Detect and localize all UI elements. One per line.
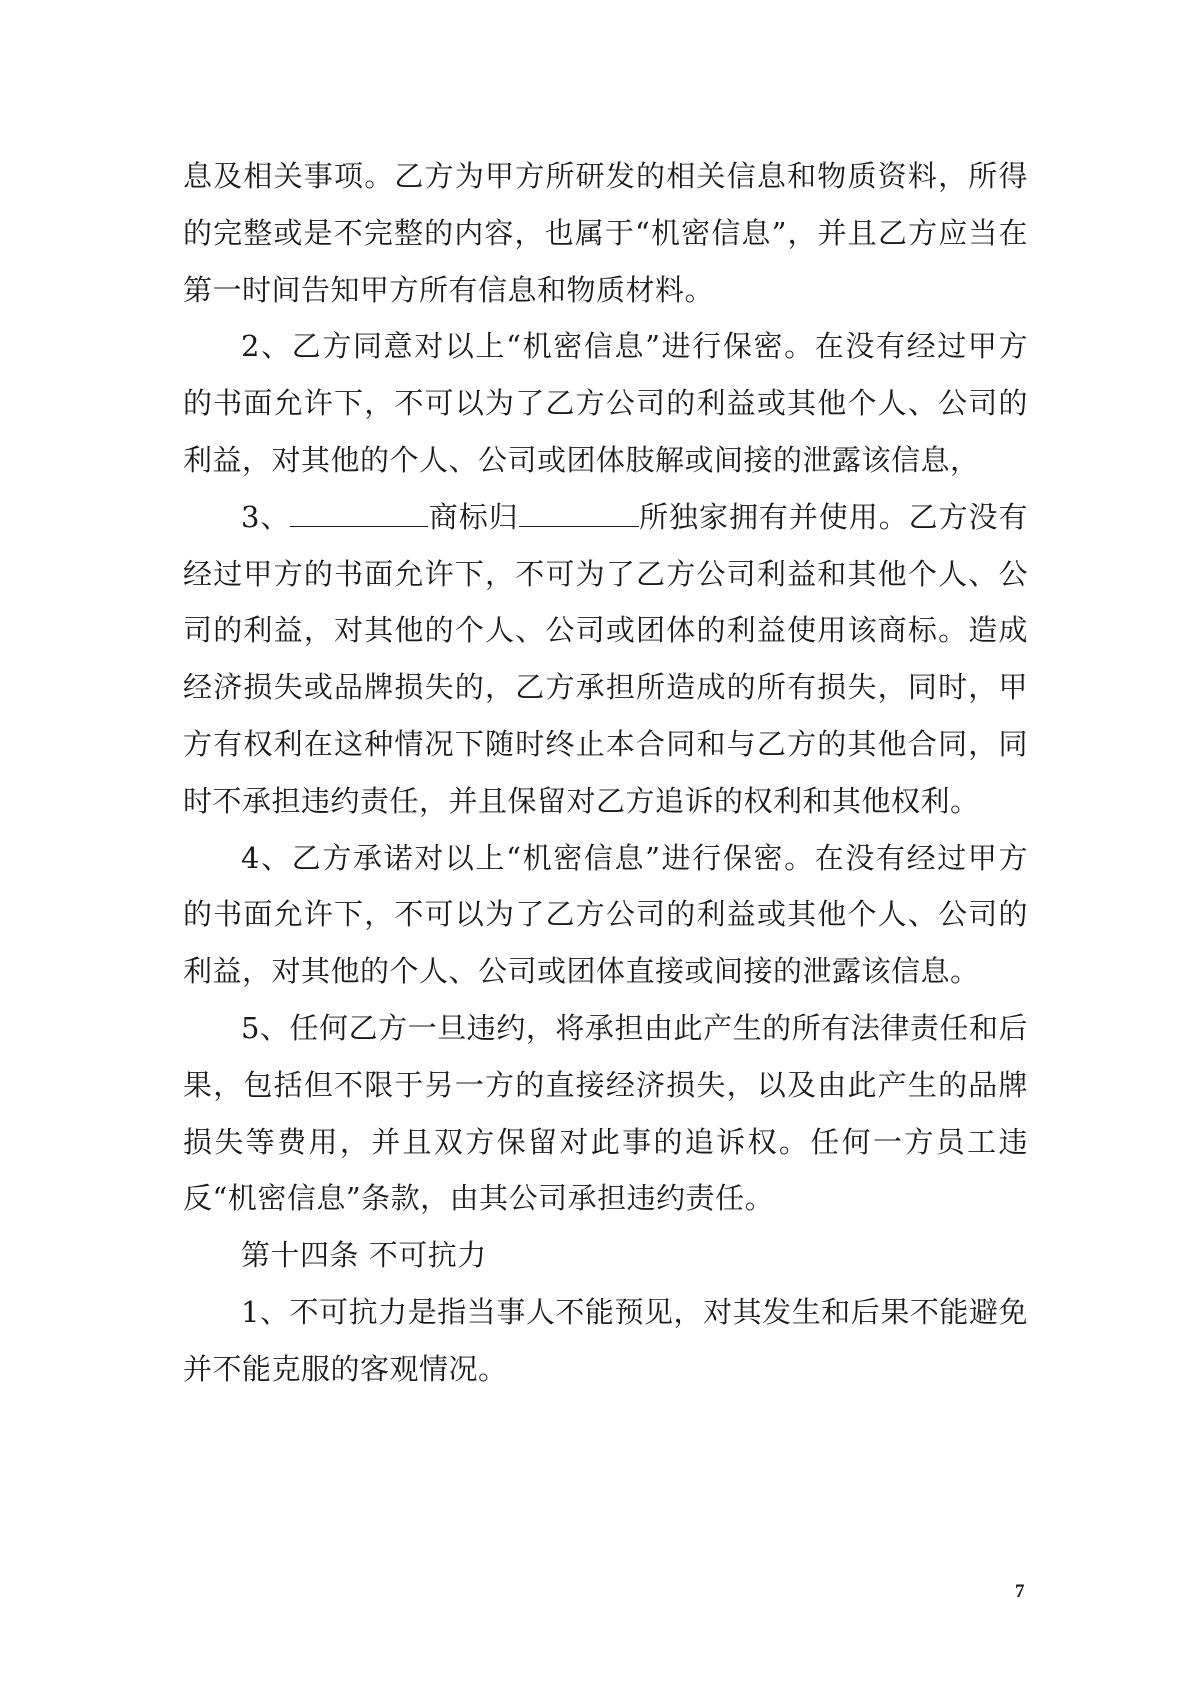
paragraph-clause-2: 2、乙方同意对以上“机密信息”进行保密。在没有经过甲方的书面允许下，不可以为了乙方公司的利益或其他个人、公司的利益，对其他的个人、公司或团体肢解或间接的泄露该信息， [183,329,1028,477]
clause-3-number: 3、 [241,499,291,534]
blank-line-owner [519,496,639,527]
clause-3-text: 所独家拥有并使用。乙方没有经过甲方的书面允许下，不可为了乙方公司利益和其他个人、公司的利益，对其他的个人、公司或团体的利益使用该商标。造成经济损失或品牌损失的，乙方承担所造成的所有损失，同时，甲方有权利在这种情况下随时终止本合同和与乙方的其他合同，同时不承担违约责任，并且保留对乙方追诉的权利和其他权利。 [183,499,1028,818]
clause-3-mid-text: 商标归 [428,499,519,534]
document-body [183,148,1028,1398]
paragraph-clause-5: 5、任何乙方一旦违约，将承担由此产生的所有法律责任和后果，包括但不限于另一方的直接经济损失，以及由此产生的品牌损失等费用，并且双方保留对此事的追诉权。任何一方员工违反“机密信息”条款，由其公司承担违约责任。 [183,1010,1028,1216]
paragraph-clause-3 [183,489,1028,830]
paragraph-clause-4: 4、乙方承诺对以上“机密信息”进行保密。在没有经过甲方的书面允许下，不可以为了乙方公司的利益或其他个人、公司的利益，对其他的个人、公司或团体直接或间接的泄露该信息。 [183,840,1028,989]
article-heading: 第十四条 不可抗力 [241,1238,487,1273]
paragraph-force-majeure-1: 1、不可抗力是指当事人不能预见，对其发生和后果不能避免并不能克服的客观情况。 [183,1294,1028,1386]
blank-line-trademark [290,496,428,527]
paragraph-continuation: 息及相关事项。乙方为甲方所研发的相关信息和物质资料，所得的完整或是不完整的内容，也属于“机密信息”，并且乙方应当在第一时间告知甲方所有信息和物质材料。 [183,159,1028,307]
page-number: 7 [1015,1581,1025,1602]
